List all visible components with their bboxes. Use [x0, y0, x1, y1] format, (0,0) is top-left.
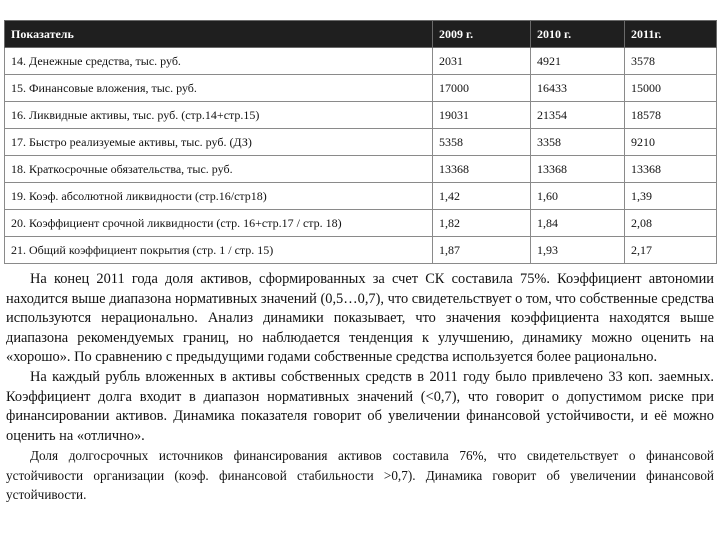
value-2011: 2,17 [625, 237, 717, 264]
value-2010: 13368 [531, 156, 625, 183]
value-2010: 1,93 [531, 237, 625, 264]
value-2011: 2,08 [625, 210, 717, 237]
paragraph-long-term-sources: Доля долгосрочных источников финансирования активов составила 76%, что свидетельствует о финансовой устойчивости организации (коэф. финансовой стабильности >0,7). Динамика говорит об увеличении финансовой устойчивости. [6, 448, 714, 503]
value-2009: 1,42 [433, 183, 531, 210]
header-indicator: Показатель [5, 21, 433, 48]
table-row [5, 48, 717, 75]
table-header-row [5, 21, 717, 48]
table-row [5, 210, 717, 237]
header-year-2010: 2010 г. [531, 21, 625, 48]
value-2009: 2031 [433, 48, 531, 75]
analysis-text [6, 270, 714, 505]
table-row [5, 237, 717, 264]
value-2011: 1,39 [625, 183, 717, 210]
value-2010: 1,60 [531, 183, 625, 210]
header-year-2009: 2009 г. [433, 21, 531, 48]
indicator-name: 15. Финансовые вложения, тыс. руб. [5, 75, 433, 102]
value-2009: 13368 [433, 156, 531, 183]
value-2011: 3578 [625, 48, 717, 75]
indicator-name: 19. Коэф. абсолютной ликвидности (стр.16/стр18) [5, 183, 433, 210]
table-row [5, 102, 717, 129]
value-2010: 3358 [531, 129, 625, 156]
value-2010: 16433 [531, 75, 625, 102]
paragraph-debt: На каждый рубль вложенных в активы собственных средств в 2011 году было привлечено 33 коп. заемных. Коэффициент долга входит в диапазон нормативных значений (<0,7), что говорит о допустимом риске при финансировании активов. Динамика показателя говорит об увеличении финансовой устойчивости, и её можно оценить на «отлично». [6, 368, 714, 444]
indicator-name: 21. Общий коэффициент покрытия (стр. 1 / стр. 15) [5, 237, 433, 264]
indicator-name: 20. Коэффициент срочной ликвидности (стр. 16+стр.17 / стр. 18) [5, 210, 433, 237]
value-2010: 21354 [531, 102, 625, 129]
value-2011: 13368 [625, 156, 717, 183]
value-2009: 1,87 [433, 237, 531, 264]
value-2010: 1,84 [531, 210, 625, 237]
value-2011: 18578 [625, 102, 717, 129]
value-2009: 19031 [433, 102, 531, 129]
value-2011: 9210 [625, 129, 717, 156]
table-row [5, 183, 717, 210]
indicator-name: 16. Ликвидные активы, тыс. руб. (стр.14+стр.15) [5, 102, 433, 129]
value-2011: 15000 [625, 75, 717, 102]
value-2009: 1,82 [433, 210, 531, 237]
table-row [5, 156, 717, 183]
header-year-2011: 2011г. [625, 21, 717, 48]
table-row [5, 75, 717, 102]
indicator-name: 17. Быстро реализуемые активы, тыс. руб. (ДЗ) [5, 129, 433, 156]
indicator-name: 14. Денежные средства, тыс. руб. [5, 48, 433, 75]
indicators-table [4, 20, 717, 264]
indicator-name: 18. Краткосрочные обязательства, тыс. руб. [5, 156, 433, 183]
value-2009: 5358 [433, 129, 531, 156]
paragraph-autonomy: На конец 2011 года доля активов, сформированных за счет СК составила 75%. Коэффициент автономии находится выше диапазона нормативных значений (0,5…0,7), что свидетельствует о том, что собственные средства используются нерационально. Анализ динамики показывает, что значения коэффициента находятся выше диапазона рекомендуемых границ, но наблюдается тенденция к улучшению, динамику можно оценить на «хорошо». По сравнению с предыдущими годами собственные средства используется более рационально. [6, 271, 714, 366]
value-2009: 17000 [433, 75, 531, 102]
value-2010: 4921 [531, 48, 625, 75]
table-row [5, 129, 717, 156]
